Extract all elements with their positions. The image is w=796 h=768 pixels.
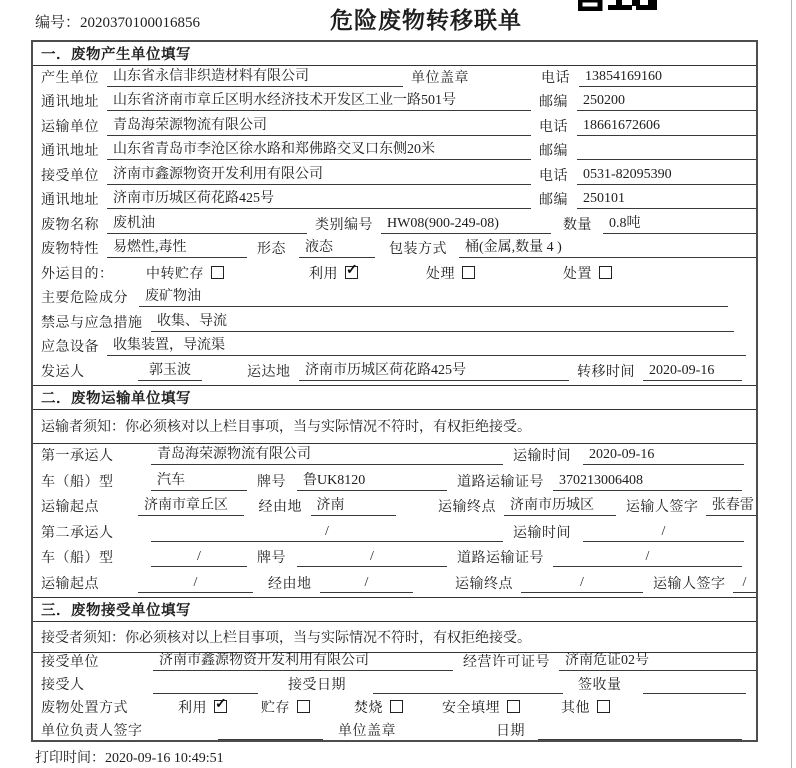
row-producer: [33, 66, 756, 91]
document-number: [35, 11, 200, 32]
transporter-phone-value: 18661672606: [577, 118, 756, 136]
recipient-value: [153, 677, 258, 694]
waste-name-value: 废机油: [107, 212, 307, 234]
accept-date-value: [373, 677, 563, 694]
checkbox-disposal-storage-box: [297, 700, 310, 713]
checkbox-disposal-incinerate: [354, 697, 403, 717]
row-vehicle2: [33, 546, 756, 572]
vehicle2-label: 车（船）型: [41, 551, 114, 566]
form-label: 形态: [257, 242, 286, 257]
shipper-value: 郭玉波: [138, 359, 202, 381]
via1-label: 经由地: [258, 500, 302, 515]
checkbox-disposal-landfill-label: 安全填埋: [442, 700, 500, 716]
permit2-value: /: [553, 549, 742, 567]
responsible-sign-value: [218, 723, 323, 740]
checkbox-dispose-label: 处置: [563, 266, 592, 282]
transporter-zip-value: [577, 143, 756, 160]
end1-label: 运输终点: [438, 500, 497, 515]
checkbox-disposal-utilize-label: 利用: [178, 700, 207, 716]
checkbox-disposal-landfill: [442, 697, 520, 717]
via2-value: /: [320, 575, 413, 593]
producer-zip-value: 250200: [577, 93, 756, 111]
zip-label-2: 邮编: [539, 144, 568, 159]
traits-label: 废物特性: [41, 242, 99, 257]
disposal-method-label: 废物处置方式: [41, 700, 128, 716]
packaging-value: 桶(金属,数量 4 ): [459, 236, 756, 258]
producer-label: 产生单位: [41, 70, 99, 86]
transport-time1-value: 2020-09-16: [583, 447, 744, 465]
transport-time1-label: 运输时间: [513, 449, 571, 464]
end2-value: /: [521, 575, 643, 593]
destination-label: 运达地: [247, 364, 291, 380]
unit-seal-label: 单位盖章: [411, 70, 469, 86]
form-value: 液态: [299, 236, 375, 258]
license-value: 济南危证02号: [559, 649, 756, 671]
document-number-value: 2020370100016856: [80, 15, 201, 31]
origin1-value: 济南市章丘区: [138, 494, 244, 516]
row-transporter-address: [33, 140, 756, 165]
checkbox-transfer-storage-label: 中转贮存: [146, 266, 204, 282]
vehicle1-value: 汽车: [151, 469, 247, 491]
row-shipper: [33, 360, 756, 385]
recipient-label: 接受人: [41, 678, 85, 694]
category-value: HW08(900-249-08): [381, 216, 551, 234]
accept-unit-label: 接受单位: [41, 655, 99, 671]
transporter-address-value: 山东省青岛市李沧区徐水路和郑佛路交叉口东侧20米: [107, 138, 531, 160]
checkbox-disposal-utilize: [178, 697, 227, 717]
phone-label-1: 电话: [541, 70, 570, 86]
received-amount-label: 签收量: [578, 678, 622, 694]
sign2-value: /: [733, 575, 756, 593]
equipment-value: 收集装置，导流渠: [107, 334, 746, 356]
address-label-1: 通讯地址: [41, 95, 99, 110]
row-carrier2: [33, 520, 756, 546]
row-purpose: [33, 262, 756, 287]
end2-label: 运输终点: [455, 576, 513, 592]
receiver-address-value: 济南市历城区荷花路425号: [107, 187, 531, 209]
address-label-2: 通讯地址: [41, 144, 99, 159]
producer-phone-value: 13854169160: [579, 69, 756, 87]
waste-transfer-form: [31, 40, 758, 742]
page-header: [0, 0, 796, 40]
purpose-label: 外运目的：: [41, 266, 114, 282]
checkbox-disposal-other-box: [597, 700, 610, 713]
transporter-value: 青岛海荣源物流有限公司: [107, 114, 531, 136]
vehicle2-value: /: [151, 549, 247, 567]
waste-name-label: 废物名称: [41, 217, 99, 233]
checkbox-transfer-storage-box: [211, 266, 224, 279]
checkbox-disposal-utilize-box: [214, 700, 227, 713]
row-responsible-signature: [33, 721, 756, 744]
row-carrier1: [33, 444, 756, 470]
row-waste-traits: [33, 238, 756, 263]
license-label: 经营许可证号: [463, 655, 550, 671]
checkbox-utilize: [309, 263, 358, 283]
carrier1-value: 青岛海荣源物流有限公司: [151, 443, 503, 465]
checkbox-utilize-label: 利用: [309, 266, 338, 282]
section3-heading: 三．废物接受单位填写: [33, 597, 756, 622]
taboo-label: 禁忌与应急措施: [41, 315, 143, 331]
plate2-value: /: [297, 549, 447, 567]
carrier2-value: /: [151, 524, 503, 542]
permit1-value: 370213006408: [553, 473, 742, 491]
row-waste-name: [33, 213, 756, 238]
quantity-label: 数量: [563, 217, 592, 233]
print-time-value: 2020-09-16 10:49:51: [105, 751, 224, 766]
hazard-label: 主要危险成分: [41, 291, 128, 306]
checkbox-treat-box: [462, 266, 475, 279]
transport-time2-value: /: [583, 524, 744, 542]
checkbox-disposal-other-label: 其他: [561, 700, 590, 716]
date-label: 日期: [496, 723, 525, 739]
section2-notice: 运输者须知：你必须核对以上栏目事项，当与实际情况不符时，有权拒绝接受。: [33, 410, 756, 444]
qr-code-fragment: [578, 0, 658, 16]
end1-value: 济南市历城区: [504, 494, 616, 516]
carrier1-label: 第一承运人: [41, 449, 114, 464]
row-route2: [33, 571, 756, 597]
row-hazard-components: [33, 287, 756, 312]
phone-label-2: 电话: [539, 119, 568, 135]
equipment-label: 应急设备: [41, 340, 99, 355]
address-label-3: 通讯地址: [41, 193, 99, 208]
permit1-label: 道路运输证号: [457, 474, 544, 490]
row-emergency-equipment: [33, 336, 756, 361]
section2-heading: 二．废物运输单位填写: [33, 385, 756, 410]
checkbox-transfer-storage: [146, 263, 224, 283]
checkbox-utilize-box: [345, 266, 358, 279]
received-amount-value: [643, 677, 746, 694]
row-receiver-address: [33, 189, 756, 214]
receiver-phone-value: 0531-82095390: [577, 167, 756, 185]
plate1-label: 牌号: [257, 474, 286, 490]
taboo-value: 收集、导流: [151, 310, 734, 332]
zip-label-3: 邮编: [539, 193, 568, 208]
section3-notice: 接受者须知：你必须核对以上栏目事项，当与实际情况不符时，有权拒绝接受。: [33, 622, 756, 653]
receiver-zip-value: 250101: [577, 191, 756, 209]
checkbox-disposal-incinerate-label: 焚烧: [354, 700, 383, 716]
producer-value: 山东省永信非织造材料有限公司: [107, 65, 403, 87]
checkbox-disposal-storage: [261, 697, 310, 717]
row-receiver: [33, 164, 756, 189]
transporter-label: 运输单位: [41, 119, 99, 135]
carrier2-label: 第二承运人: [41, 525, 114, 541]
checkbox-dispose: [563, 263, 612, 283]
row-vehicle1: [33, 469, 756, 495]
row-producer-address: [33, 91, 756, 116]
sign2-label: 运输人签字: [653, 576, 726, 592]
permit2-label: 道路运输证号: [457, 551, 544, 566]
row-accept-unit: [33, 653, 756, 676]
origin2-value: /: [138, 575, 253, 593]
vehicle1-label: 车（船）型: [41, 474, 114, 490]
checkbox-treat: [426, 263, 475, 283]
transport-time2-label: 运输时间: [513, 525, 571, 541]
checkbox-disposal-storage-label: 贮存: [261, 700, 290, 716]
receiver-label: 接受单位: [41, 168, 99, 184]
transfer-time-label: 转移时间: [577, 364, 635, 380]
destination-value: 济南市历城区荷花路425号: [299, 359, 569, 381]
document-number-label: 编号：: [35, 15, 81, 31]
origin2-label: 运输起点: [41, 576, 99, 592]
checkbox-disposal-landfill-box: [507, 700, 520, 713]
category-label: 类别编号: [315, 217, 373, 233]
transfer-time-value: 2020-09-16: [643, 363, 742, 381]
packaging-label: 包装方式: [389, 242, 447, 257]
receiver-value: 济南市鑫源物资开发利用有限公司: [107, 163, 531, 185]
sign1-value: 张春雷: [706, 494, 756, 516]
quantity-value: 0.8吨: [603, 212, 756, 234]
shipper-label: 发运人: [41, 364, 85, 380]
accept-unit-value: 济南市鑫源物资开发利用有限公司: [153, 649, 453, 671]
plate1-value: 鲁UK8120: [297, 469, 447, 491]
checkbox-treat-label: 处理: [426, 266, 455, 282]
section1-heading: 一．废物产生单位填写: [33, 42, 756, 66]
phone-label-3: 电话: [539, 168, 568, 184]
traits-value: 易燃性,毒性: [107, 236, 247, 258]
page-scan-edge: [791, 0, 792, 768]
hazard-value: 废矿物油: [139, 285, 728, 307]
row-disposal-method: [33, 698, 756, 721]
row-transporter: [33, 115, 756, 140]
print-time: [35, 747, 224, 767]
print-time-label: 打印时间：: [35, 751, 105, 766]
via2-label: 经由地: [268, 576, 312, 592]
producer-address-value: 山东省济南市章丘区明水经济技术开发区工业一路501号: [107, 89, 531, 111]
responsible-sign-label: 单位负责人签字: [41, 723, 143, 739]
unit-seal-label-2: 单位盖章: [338, 723, 396, 739]
origin1-label: 运输起点: [41, 500, 99, 515]
checkbox-disposal-other: [561, 697, 610, 717]
sign1-label: 运输人签字: [625, 500, 699, 515]
row-taboo-measures: [33, 311, 756, 336]
row-recipient: [33, 675, 756, 698]
page-title: 危险废物转移联单: [330, 8, 522, 33]
accept-date-label: 接受日期: [288, 678, 346, 694]
date-value: [538, 723, 742, 740]
zip-label-1: 邮编: [539, 95, 568, 110]
plate2-label: 牌号: [257, 551, 286, 566]
checkbox-dispose-box: [599, 266, 612, 279]
via1-value: 济南: [311, 494, 397, 516]
checkbox-disposal-incinerate-box: [390, 700, 403, 713]
row-route1: [33, 495, 756, 521]
